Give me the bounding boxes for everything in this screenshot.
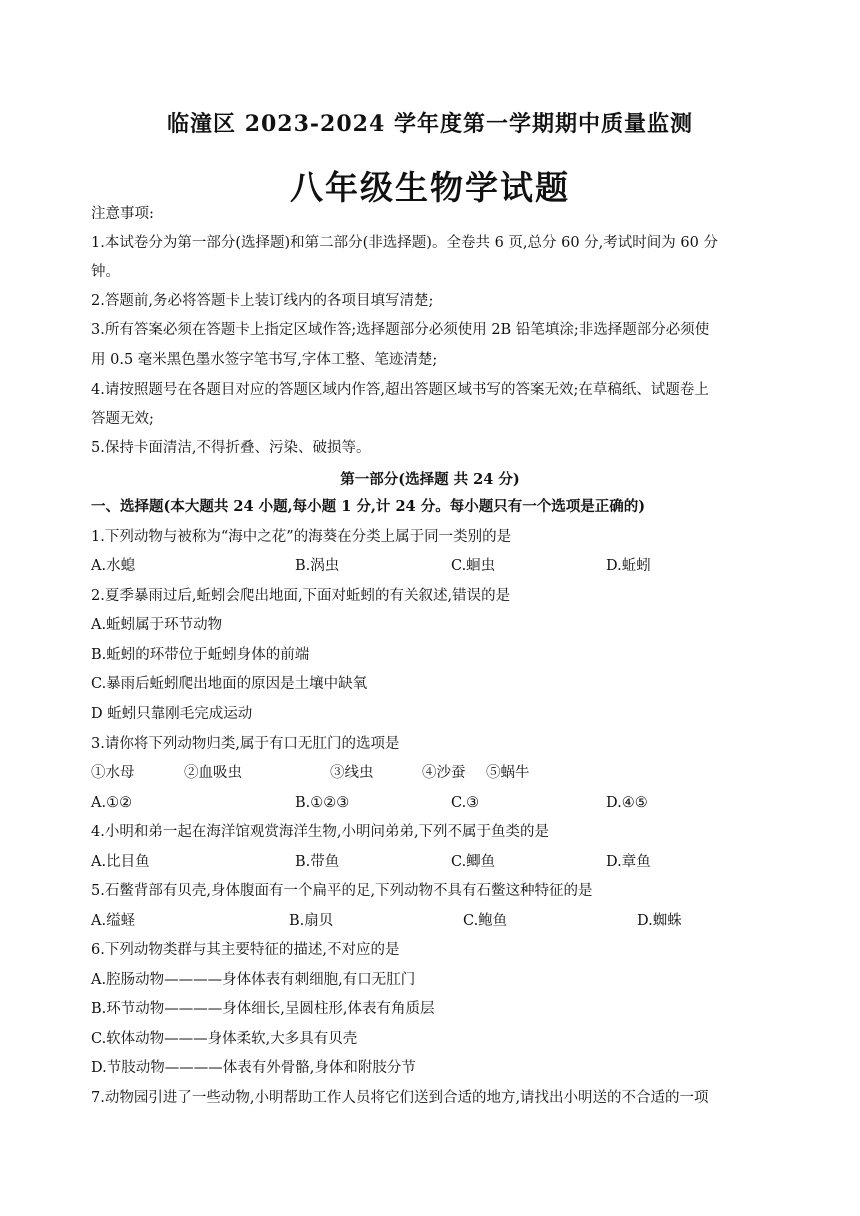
question-3-option-c: C.③ xyxy=(451,795,480,811)
question-6-stem: 6.下列动物类群与其主要特征的描述,不对应的是 xyxy=(91,942,400,958)
question-2-stem: 2.夏季暴雨过后,蚯蚓会爬出地面,下面对蚯蚓的有关叙述,错误的是 xyxy=(91,588,511,604)
question-2-option-b: B.蚯蚓的环带位于蚯蚓身体的前端 xyxy=(91,647,310,663)
question-6-option-c: C.软体动物———身体柔软,大多具有贝壳 xyxy=(91,1031,358,1047)
question-1-option-c: C.蛔虫 xyxy=(451,558,496,574)
notice-line-7: 答题无效; xyxy=(91,411,154,427)
question-1-option-d: D.蚯蚓 xyxy=(606,558,651,574)
notice-line-4: 3.所有答案必须在答题卡上指定区域作答;选择题部分必须使用 2B 铅笔填涂;非选择题部分必须使 xyxy=(91,322,710,338)
question-4-option-c: C.鲫鱼 xyxy=(451,854,496,870)
question-5-option-d: D.蜘蛛 xyxy=(637,913,682,929)
question-5-option-b: B.扇贝 xyxy=(289,913,334,929)
question-7-stem: 7.动物园引进了一些动物,小明帮助工作人员将它们送到合适的地方,请找出小明送的不合适的一项 xyxy=(91,1090,709,1106)
question-4-option-d: D.章鱼 xyxy=(606,854,651,870)
question-6-option-b: B.环节动物————身体细长,呈圆柱形,体表有角质层 xyxy=(91,1001,435,1017)
question-1-stem: 1.下列动物与被称为“海中之花”的海葵在分类上属于同一类别的是 xyxy=(91,529,512,545)
question-2-option-c: C.暴雨后蚯蚓爬出地面的原因是土壤中缺氧 xyxy=(91,676,368,692)
question-4-option-b: B.带鱼 xyxy=(295,854,340,870)
question-3-item-5: ⑤蜗牛 xyxy=(486,765,530,781)
question-3-option-d: D.④⑤ xyxy=(606,795,648,811)
question-3-option-b: B.①②③ xyxy=(295,795,350,811)
notice-line-5: 用 0.5 毫米黑色墨水签字笔书写,字体工整、笔迹清楚; xyxy=(91,352,438,368)
question-5-option-a: A.缢蛏 xyxy=(91,913,136,929)
question-1-option-b: B.涡虫 xyxy=(295,558,340,574)
question-3-stem: 3.请你将下列动物归类,属于有口无肛门的选项是 xyxy=(91,736,400,752)
question-2-option-a: A.蚯蚓属于环节动物 xyxy=(91,617,223,633)
question-4-stem: 4.小明和弟一起在海洋馆观赏海洋生物,小明问弟弟,下列不属于鱼类的是 xyxy=(91,824,550,840)
question-4-option-a: A.比目鱼 xyxy=(91,854,150,870)
notice-line-6: 4.请按照题号在各题目对应的答题区域内作答,超出答题区域书写的答案无效;在草稿纸、试题卷上 xyxy=(91,382,709,398)
question-3-item-4: ④沙蚕 xyxy=(422,765,466,781)
part1-title: 第一部分(选择题 共 24 分) xyxy=(340,471,520,488)
question-3-item-3: ③线虫 xyxy=(330,765,374,781)
question-6-option-a: A.腔肠动物————身体体表有刺细胞,有口无肛门 xyxy=(91,972,416,988)
notice-line-1: 1.本试卷分为第一部分(选择题)和第二部分(非选择题)。全卷共 6 页,总分 60 分,考试时间为 60 分 xyxy=(91,235,718,251)
question-6-option-d: D.节肢动物————体表有外骨骼,身体和附肢分节 xyxy=(91,1060,416,1076)
question-5-option-c: C.鲍鱼 xyxy=(463,913,508,929)
question-5-stem: 5.石鳖背部有贝壳,身体腹面有一个扁平的足,下列动物不具有石鳖这种特征的是 xyxy=(91,883,593,899)
notice-line-8: 5.保持卡面清洁,不得折叠、污染、破损等。 xyxy=(91,440,371,456)
notice-line-3: 2.答题前,务必将答题卡上装订线内的各项目填写清楚; xyxy=(91,293,434,309)
question-3-item-2: ②血吸虫 xyxy=(184,765,242,781)
question-2-option-d: D 蚯蚓只靠刚毛完成运动 xyxy=(91,706,253,722)
question-3-item-1: ①水母 xyxy=(91,765,135,781)
question-1-option-a: A.水螅 xyxy=(91,558,136,574)
notice-line-2: 钟。 xyxy=(91,264,120,280)
notice-heading: 注意事项: xyxy=(91,206,154,222)
question-3-option-a: A.①② xyxy=(91,795,133,811)
section-heading: 一、选择题(本大题共 24 小题,每小题 1 分,计 24 分。每小题只有一个选项是正确的) xyxy=(91,498,646,515)
exam-subject-title: 八年级生物学试题 xyxy=(290,168,570,207)
exam-header-title: 临潼区 2023-2024 学年度第一学期期中质量监测 xyxy=(167,111,693,137)
